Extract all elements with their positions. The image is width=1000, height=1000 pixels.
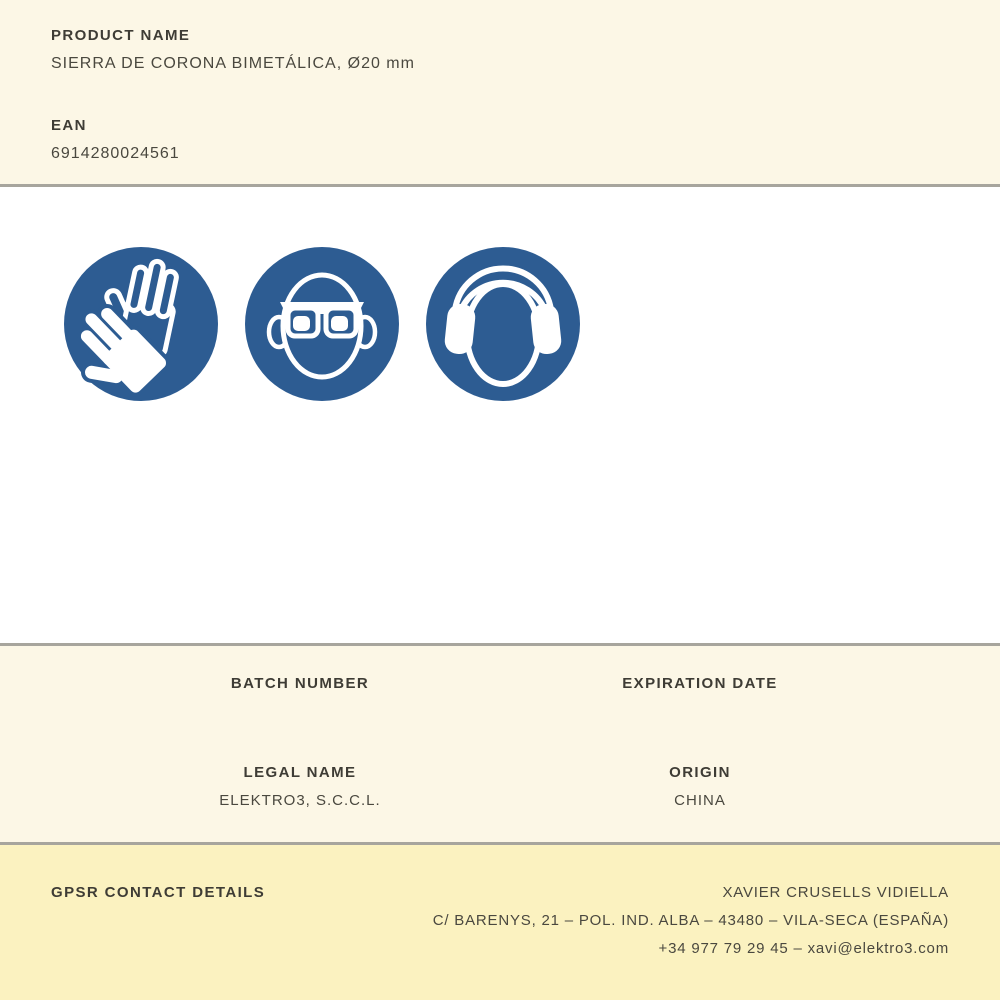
safety-icons-section — [0, 187, 1000, 643]
origin-label: ORIGIN — [669, 764, 731, 781]
ean-label: EAN — [51, 117, 87, 134]
expiration-date-label: EXPIRATION DATE — [622, 675, 778, 692]
origin-value: CHINA — [674, 792, 726, 809]
details-section — [0, 646, 1000, 842]
gpsr-contact-lines — [433, 845, 949, 1000]
gpsr-contact-section — [0, 845, 1000, 1000]
product-name-field — [51, 26, 949, 74]
details-left-column — [100, 674, 500, 842]
legal-name-field — [100, 763, 500, 811]
gpsr-contact-label: GPSR CONTACT DETAILS — [51, 884, 266, 901]
product-name-value: SIERRA DE CORONA BIMETÁLICA, Ø20 mm — [51, 55, 415, 72]
product-info-section — [0, 0, 1000, 184]
contact-address: C/ BARENYS, 21 – POL. IND. ALBA – 43480 – VILA-SECA (ESPAÑA) — [432, 912, 949, 929]
product-name-label: PRODUCT NAME — [51, 27, 191, 44]
ean-field — [51, 116, 949, 164]
wear-eye-protection-icon — [244, 246, 400, 402]
wear-protective-gloves-icon — [63, 246, 219, 402]
legal-name-label: LEGAL NAME — [243, 764, 357, 781]
wear-ear-protection-icon — [425, 246, 581, 402]
origin-field — [500, 763, 900, 811]
legal-name-value: ELEKTRO3, S.C.C.L. — [219, 792, 381, 809]
contact-phone-email: +34 977 79 29 45 – xavi@elektro3.com — [658, 940, 949, 957]
contact-person-name: XAVIER CRUSELLS VIDIELLA — [722, 884, 949, 901]
details-right-column — [500, 674, 900, 842]
batch-number-label: BATCH NUMBER — [230, 675, 370, 692]
ean-value: 6914280024561 — [51, 145, 180, 162]
